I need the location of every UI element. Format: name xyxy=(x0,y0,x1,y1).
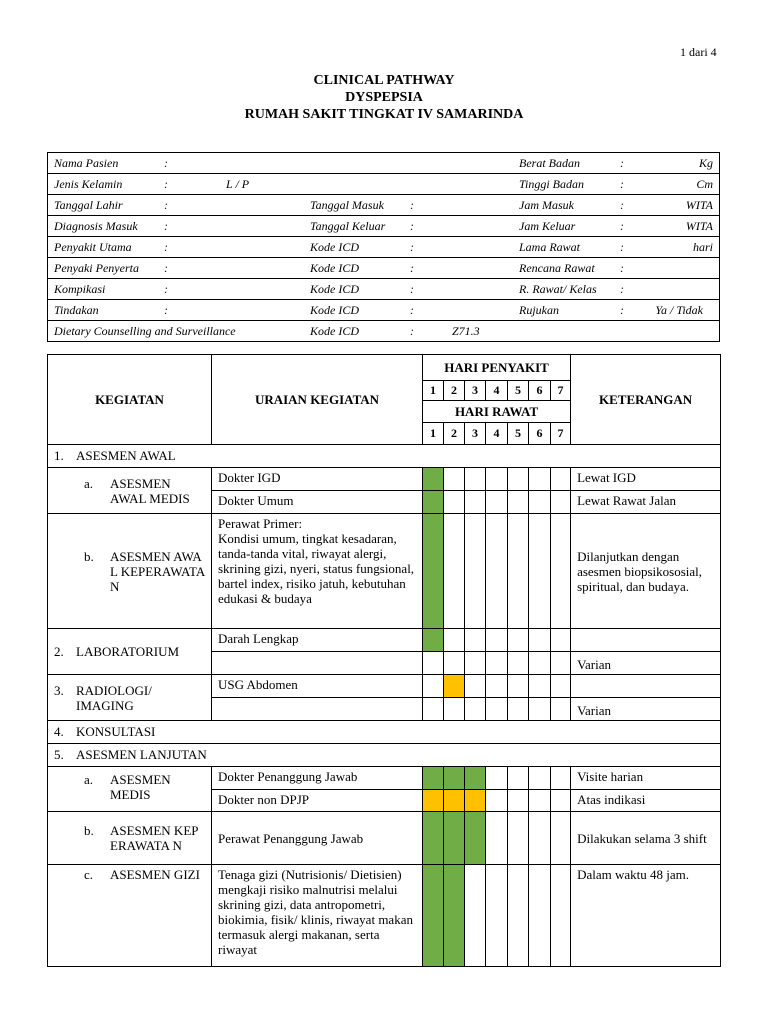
day-cell xyxy=(486,468,508,491)
wita-unit: WITA xyxy=(685,219,713,233)
day-cell-filled xyxy=(423,514,444,629)
day-cell xyxy=(465,698,486,721)
day-number: 4 xyxy=(486,423,508,445)
day-cell-filled xyxy=(423,767,444,790)
day-cell xyxy=(423,675,444,698)
title-line-2: DYSPEPSIA xyxy=(345,90,423,105)
keterangan-empty xyxy=(571,629,721,652)
day-cell xyxy=(486,790,508,812)
day-number: 3 xyxy=(465,381,486,401)
page-number: 1 dari 4 xyxy=(680,45,717,59)
section-label: KONSULTASI xyxy=(76,724,156,739)
day-number: 1 xyxy=(423,381,444,401)
day-cell xyxy=(465,468,486,491)
day-cell-filled xyxy=(444,767,465,790)
kode-icd-label: Kode ICD xyxy=(310,261,359,275)
day-cell xyxy=(444,514,465,629)
day-cell xyxy=(551,491,571,514)
jam-masuk-label: Jam Masuk xyxy=(519,198,574,212)
day-number: 5 xyxy=(508,381,529,401)
day-cell-filled xyxy=(444,812,465,865)
perawat-primer-detail: Kondisi umum, tingkat kesadaran, tanda-tanda vital, riwayat alergi, skrining gizi, nyeri, status fungsional, bartel index, risiko jatuh, kebutuhan edukasi & budaya xyxy=(218,531,415,606)
day-number: 3 xyxy=(465,423,486,445)
section-number: 2. xyxy=(54,644,64,659)
day-cell xyxy=(486,865,508,967)
day-cell xyxy=(551,468,571,491)
penyakit-utama-label: Penyakit Utama xyxy=(54,240,132,254)
day-cell-filled xyxy=(423,491,444,514)
berat-badan-label: Berat Badan xyxy=(519,156,580,170)
lama-rawat-label: Lama Rawat xyxy=(519,240,581,254)
day-cell xyxy=(465,514,486,629)
day-cell xyxy=(444,652,465,675)
day-number: 2 xyxy=(444,423,465,445)
day-cell xyxy=(508,514,529,629)
day-cell-filled xyxy=(423,790,444,812)
hari-penyakit-header: HARI PENYAKIT xyxy=(423,355,571,381)
perawat-primer-keterangan: Dilanjutkan dengan asesmen biopsikososial, spiritual, dan budaya. xyxy=(571,514,721,629)
colon: : xyxy=(410,324,414,338)
colon: : xyxy=(620,219,624,233)
day-cell xyxy=(465,629,486,652)
day-cell xyxy=(551,629,571,652)
perawat-primer-cell xyxy=(212,514,423,629)
day-cell xyxy=(486,812,508,865)
day-cell-filled xyxy=(444,865,465,967)
day-cell xyxy=(529,790,551,812)
asesmen-keperawatan-cell xyxy=(48,812,212,865)
tindakan-label: Tindakan xyxy=(54,303,99,317)
sub-label: ASESMEN AWAL MEDIS xyxy=(110,476,190,506)
rencana-rawat-label: Rencana Rawat xyxy=(519,261,595,275)
section-number: 5. xyxy=(54,747,64,762)
day-cell-filled xyxy=(444,790,465,812)
colon: : xyxy=(620,240,624,254)
sub-label: ASESMEN KEPERAWATA N xyxy=(110,823,199,853)
day-cell xyxy=(444,698,465,721)
sub-letter: c. xyxy=(84,867,94,882)
colon: : xyxy=(410,240,414,254)
section-number: 3. xyxy=(54,682,64,698)
day-cell-filled xyxy=(465,790,486,812)
day-cell xyxy=(423,698,444,721)
usg-abdomen: USG Abdomen xyxy=(212,675,423,698)
day-cell xyxy=(508,491,529,514)
pathway-table xyxy=(47,354,721,967)
tiga-shift: Dilakukan selama 3 shift xyxy=(571,812,721,865)
colon: : xyxy=(410,219,414,233)
section-number: 1. xyxy=(54,448,64,463)
section-label: ASESMEN AWAL xyxy=(76,448,176,463)
day-number: 7 xyxy=(551,381,571,401)
day-cell xyxy=(423,652,444,675)
info-row xyxy=(48,195,719,215)
colon: : xyxy=(620,177,624,191)
dietary-label: Dietary Counselling and Surveillance xyxy=(54,324,236,338)
sub-letter: a. xyxy=(84,476,94,491)
rujukan-label: Rujukan xyxy=(519,303,559,317)
tinggi-badan-label: Tinggi Badan xyxy=(519,177,585,191)
section-asesmen-awal xyxy=(48,445,721,468)
rawat-kelas-label: R. Rawat/ Kelas xyxy=(519,282,597,296)
colon: : xyxy=(164,177,168,191)
day-cell xyxy=(508,468,529,491)
info-row xyxy=(48,321,719,341)
day-cell xyxy=(551,698,571,721)
day-cell xyxy=(551,675,571,698)
dokter-umum: Dokter Umum xyxy=(212,491,423,514)
day-number: 7 xyxy=(551,423,571,445)
day-cell-filled xyxy=(423,629,444,652)
day-cell-filled xyxy=(465,812,486,865)
sub-label: ASESMEN GIZI xyxy=(110,867,200,882)
lewat-rawat-jalan: Lewat Rawat Jalan xyxy=(571,491,721,514)
title-line-1: CLINICAL PATHWAY xyxy=(313,73,455,88)
day-cell xyxy=(486,491,508,514)
colon: : xyxy=(410,261,414,275)
day-cell xyxy=(529,865,551,967)
dokter-non-dpjp: Dokter non DPJP xyxy=(212,790,423,812)
day-cell xyxy=(529,767,551,790)
colon: : xyxy=(164,198,168,212)
day-cell xyxy=(551,652,571,675)
title-line-3: RUMAH SAKIT TINGKAT IV SAMARINDA xyxy=(244,107,524,122)
colon: : xyxy=(410,303,414,317)
day-cell xyxy=(508,698,529,721)
colon: : xyxy=(164,156,168,170)
jenis-kelamin-value: L / P xyxy=(226,177,250,191)
info-row xyxy=(48,300,719,320)
colon: : xyxy=(620,156,624,170)
hari-unit: hari xyxy=(692,240,713,254)
day-cell xyxy=(529,491,551,514)
day-cell xyxy=(465,652,486,675)
day-number: 1 xyxy=(423,423,444,445)
sub-letter: b. xyxy=(84,823,94,838)
varian: Varian xyxy=(571,698,721,721)
day-cell xyxy=(529,468,551,491)
perawat-primer-title: Perawat Primer: xyxy=(218,516,303,531)
day-number: 5 xyxy=(508,423,529,445)
colon: : xyxy=(164,219,168,233)
lewat-igd: Lewat IGD xyxy=(571,468,721,491)
day-cell-filled xyxy=(465,767,486,790)
asesmen-gizi-cell xyxy=(48,865,212,967)
tanggal-lahir-label: Tanggal Lahir xyxy=(54,198,123,212)
day-cell xyxy=(551,865,571,967)
day-cell xyxy=(508,652,529,675)
colon: : xyxy=(620,282,624,296)
day-cell xyxy=(486,629,508,652)
day-number: 4 xyxy=(486,381,508,401)
day-cell xyxy=(529,812,551,865)
day-cell xyxy=(551,812,571,865)
kode-icd-label: Kode ICD xyxy=(310,240,359,254)
sub-label: ASESMEN MEDIS xyxy=(110,772,171,802)
day-cell xyxy=(551,514,571,629)
kode-icd-label: Kode ICD xyxy=(310,282,359,296)
section-label: ASESMEN LANJUTAN xyxy=(76,747,207,762)
kegiatan-header: KEGIATAN xyxy=(48,355,212,445)
day-cell-filled xyxy=(423,468,444,491)
section-label: LABORATORIUM xyxy=(76,644,180,659)
wita-unit: WITA xyxy=(685,198,713,212)
colon: : xyxy=(410,282,414,296)
day-cell xyxy=(508,767,529,790)
colon: : xyxy=(164,282,168,296)
colon: : xyxy=(164,240,168,254)
uraian-empty xyxy=(212,652,423,675)
radiologi-cell xyxy=(48,675,212,721)
day-number: 6 xyxy=(529,381,551,401)
colon: : xyxy=(620,261,624,275)
section-label: RADIOLOGI/ IMAGING xyxy=(76,682,152,713)
day-cell xyxy=(486,698,508,721)
document-title xyxy=(0,72,768,123)
patient-info-table xyxy=(47,152,720,342)
colon: : xyxy=(620,303,624,317)
info-row xyxy=(48,216,719,236)
penyakit-penyerta-label: Penyaki Penyerta xyxy=(54,261,139,275)
uraian-header: URAIAN KEGIATAN xyxy=(212,355,423,445)
jam-keluar-label: Jam Keluar xyxy=(519,219,576,233)
day-cell-filled xyxy=(423,865,444,967)
day-cell xyxy=(508,790,529,812)
day-cell xyxy=(465,491,486,514)
day-cell xyxy=(529,514,551,629)
dalam-48-jam: Dalam waktu 48 jam. xyxy=(571,865,721,967)
colon: : xyxy=(410,198,414,212)
day-cell xyxy=(529,698,551,721)
day-cell-filled xyxy=(444,675,465,698)
day-cell xyxy=(486,652,508,675)
day-cell xyxy=(551,767,571,790)
info-row xyxy=(48,279,719,299)
asesmen-medis-cell xyxy=(48,767,212,812)
kode-icd-label: Kode ICD xyxy=(310,324,359,338)
dokter-igd: Dokter IGD xyxy=(212,468,423,491)
day-cell xyxy=(508,675,529,698)
day-cell xyxy=(465,675,486,698)
visite-harian: Visite harian xyxy=(571,767,721,790)
section-number: 4. xyxy=(54,724,64,739)
komplikasi-label: Kompikasi xyxy=(54,282,106,296)
day-cell xyxy=(508,629,529,652)
day-cell xyxy=(486,767,508,790)
tinggi-unit: Cm xyxy=(696,177,713,191)
day-cell xyxy=(529,675,551,698)
atas-indikasi: Atas indikasi xyxy=(571,790,721,812)
tanggal-keluar-label: Tanggal Keluar xyxy=(310,219,386,233)
colon: : xyxy=(164,261,168,275)
day-cell-filled xyxy=(423,812,444,865)
day-cell xyxy=(508,812,529,865)
dokter-penanggung-jawab: Dokter Penanggung Jawab xyxy=(212,767,423,790)
ya-tidak-value: Ya / Tidak xyxy=(655,303,703,317)
perawat-penanggung-jawab: Perawat Penanggung Jawab xyxy=(212,812,423,865)
kode-icd-label: Kode ICD xyxy=(310,303,359,317)
info-row xyxy=(48,153,719,173)
berat-unit: Kg xyxy=(698,156,713,170)
day-cell xyxy=(529,652,551,675)
day-cell xyxy=(444,468,465,491)
day-cell xyxy=(486,675,508,698)
day-number: 6 xyxy=(529,423,551,445)
day-cell xyxy=(551,790,571,812)
varian: Varian xyxy=(571,652,721,675)
day-cell xyxy=(508,865,529,967)
diagnosis-masuk-label: Diagnosis Masuk xyxy=(54,219,138,233)
jenis-kelamin-label: Jenis Kelamin xyxy=(54,177,123,191)
z713-value: Z71.3 xyxy=(452,324,480,338)
nama-pasien-label: Nama Pasien xyxy=(54,156,119,170)
sub-letter: b. xyxy=(84,548,94,564)
colon: : xyxy=(620,198,624,212)
sub-letter: a. xyxy=(84,772,94,787)
keterangan-empty xyxy=(571,675,721,698)
day-cell xyxy=(444,629,465,652)
info-row xyxy=(48,258,719,278)
day-number: 2 xyxy=(444,381,465,401)
info-row xyxy=(48,237,719,257)
sub-label: ASESMEN AWAL KEPERAWATA N xyxy=(110,548,205,594)
laboratorium-cell xyxy=(48,629,212,675)
hari-rawat-header: HARI RAWAT xyxy=(423,401,571,423)
colon: : xyxy=(164,303,168,317)
day-cell xyxy=(529,629,551,652)
darah-lengkap: Darah Lengkap xyxy=(212,629,423,652)
day-cell xyxy=(444,491,465,514)
asesmen-awal-keperawatan-cell xyxy=(48,514,212,629)
section-konsultasi xyxy=(48,721,721,744)
asesmen-awal-medis-cell xyxy=(48,468,212,514)
uraian-empty xyxy=(212,698,423,721)
tanggal-masuk-label: Tanggal Masuk xyxy=(310,198,384,212)
section-asesmen-lanjutan xyxy=(48,744,721,767)
day-cell xyxy=(465,865,486,967)
tenaga-gizi: Tenaga gizi (Nutrisionis/ Dietisien) mengkaji risiko malnutrisi melalui skrining gizi, data antropometri, biokimia, fisik/ klinis, riwayat makan termasuk alergi makanan, serta riwayat xyxy=(212,865,423,967)
keterangan-header: KETERANGAN xyxy=(571,355,721,445)
info-row xyxy=(48,174,719,194)
day-cell xyxy=(486,514,508,629)
